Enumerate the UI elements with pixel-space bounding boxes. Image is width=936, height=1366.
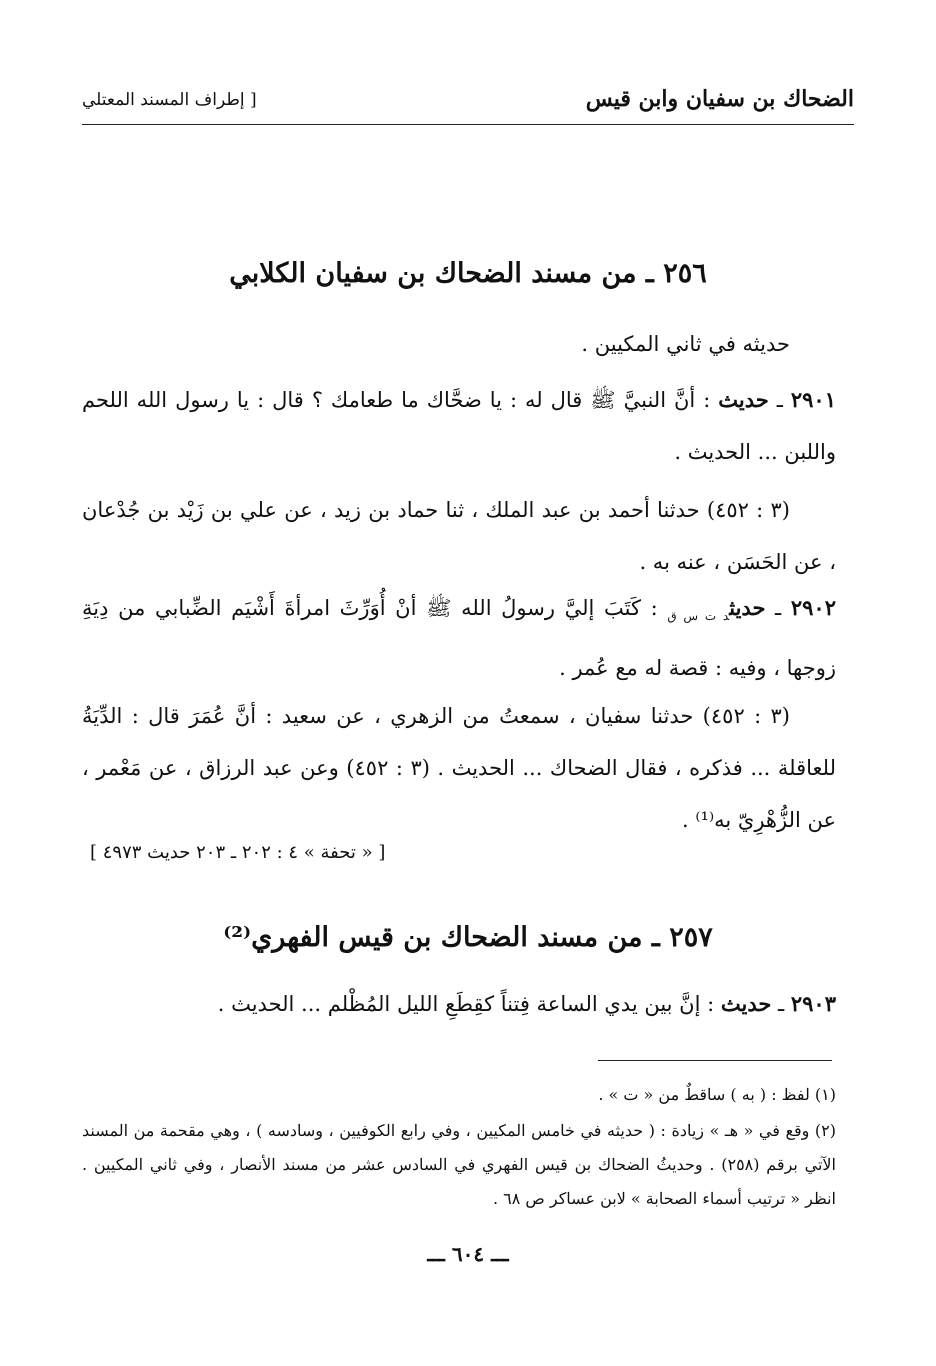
hadith-number: ٢٩٠١ bbox=[790, 387, 836, 412]
page-number: ـــ ٦٠٤ ـــ bbox=[427, 1242, 509, 1266]
section-title-257: ٢٥٧ ـ من مسند الضحاك بن قيس الفهري⁽²⁾ bbox=[223, 922, 713, 953]
footnote-1: (١) لفظ : ( به ) ساقطٌ من « ت » . bbox=[598, 1085, 836, 1104]
hadith-text: : كَتَبَ إليَّ رسولُ الله ﷺ أنْ أُوَرِّثَ امرأةَ أَشْيَم الضِّبابي من دِيَةِ زوجها ، وفيه : قصة له مع عُمر . bbox=[82, 596, 836, 681]
footnote-2: (٢) وقع في « هـ » زيادة : ( حديثه في خامس المكيين ، وفي رابع الكوفيين ، وسادسه ) ، وهي مقحمة من المسند الآتي برقم (٢٥٨) . وحديثُ الضحاك بن قيس الفهري في السادس عشر من مسند الأنصار ، وفي ثاني المكيين . انظر « ترتيب أسماء الصحابة » لابن عساكر ص ٦٨ . bbox=[82, 1121, 836, 1208]
hadith-number: ٢٩٠٣ bbox=[790, 991, 836, 1016]
hadith-2903: ٢٩٠٣ ـ حديث : إنَّ بين يدي الساعة فِتناً كقِطَعِ الليل المُظْلم ... الحديث . bbox=[217, 991, 836, 1016]
hadith-label: حديث bbox=[720, 991, 772, 1016]
header-title: الضحاك بن سفيان وابن قيس bbox=[585, 86, 854, 112]
hadith-2902: ٢٩٠٢ ـ حديث$_{د ت س ق}$ : كَتَبَ إليَّ رسولُ الله ﷺ أنْ أُوَرِّثَ امرأةَ أَشْيَم الضِّبابي من دِيَةِ زوجها ، وفيه : قصة له مع عُمر . bbox=[82, 595, 836, 681]
hadith-label: حديث bbox=[729, 595, 766, 620]
header-book-title: [ إطراف المسند المعتلي bbox=[82, 90, 257, 110]
hadith-text: : أنَّ النبيَّ ﷺ قال له : يا ضحَّاك ما طعامك ؟ قال : يا رسول الله اللحم واللبن ... الحديث . bbox=[82, 388, 836, 464]
source-sigla: د ت س ق bbox=[667, 609, 730, 624]
hadith-text: : إنَّ بين يدي الساعة فِتناً كقِطَعِ الليل المُظْلم ... الحديث . bbox=[217, 992, 715, 1016]
footnote-rule bbox=[598, 1060, 832, 1061]
tuhfa-reference bbox=[90, 842, 836, 863]
isnad-2901: (٣ : ٤٥٢) حدثنا أحمد بن عبد الملك ، ثنا حماد بن زيد ، عن علي بن زَيْد بن جُدْعان ، عن الحَسَن ، عنه به . bbox=[82, 498, 836, 574]
hadith-number: ٢٩٠٢ bbox=[790, 595, 836, 620]
tuhfa-text: [ « تحفة » ٤ : ٢٠٢ ـ ٢٠٣ حديث ٤٩٧٣ ] bbox=[90, 842, 386, 863]
isnad-2902: (٣ : ٤٥٢) حدثنا سفيان ، سمعتُ من الزهري ، عن سعيد : أنَّ عُمَرَ قال : الدِّيَةُ للعاقلة ... فذكره ، فقال الضحاك ... الحديث . (٣ : ٤٥٢) وعن عبد الرزاق ، عن مَعْمر ، عن الزُّهْرِيّ به⁽¹⁾ . bbox=[82, 704, 836, 832]
section-title-256: ٢٥٦ ـ من مسند الضحاك بن سفيان الكلابي bbox=[229, 258, 707, 289]
running-header bbox=[82, 86, 854, 126]
hadith-2901: ٢٩٠١ ـ حديث : أنَّ النبيَّ ﷺ قال له : يا ضحَّاك ما طعامك ؟ قال : يا رسول الله اللحم واللبن ... الحديث . bbox=[82, 387, 836, 464]
header-rule bbox=[82, 124, 854, 125]
hadith-label: حديث bbox=[718, 387, 769, 412]
section-intro: حديثه في ثاني المكيين . bbox=[581, 332, 790, 356]
